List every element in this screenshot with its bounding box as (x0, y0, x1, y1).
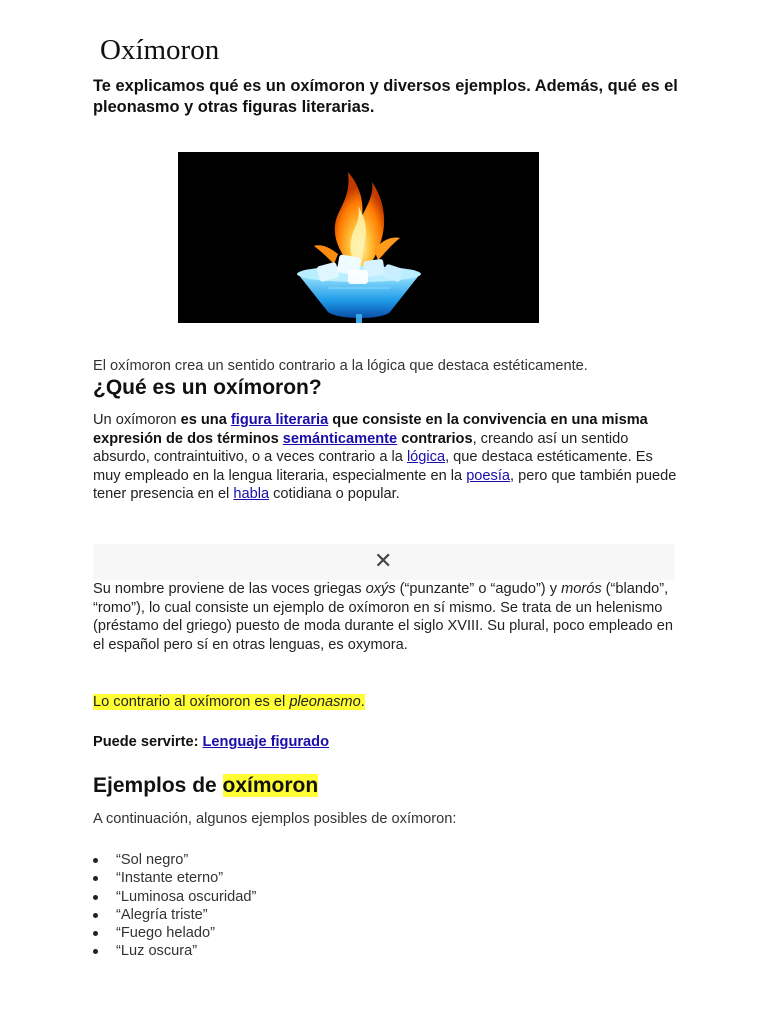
para-text: cotidiana o popular. (269, 486, 400, 502)
examples-intro: A continuación, algunos ejemplos posibles de oxímoron: (93, 811, 457, 827)
link-logica[interactable]: lógica (406, 449, 446, 465)
flaming-ice-cocktail-image (178, 152, 539, 323)
section-heading-ejemplos (93, 774, 318, 798)
link-figura-literaria[interactable]: figura literaria (230, 412, 329, 428)
list-item (93, 906, 256, 924)
note-emphasis: pleonasmo (289, 694, 361, 710)
etymology-paragraph (93, 580, 683, 654)
close-icon[interactable]: ✕ (374, 548, 393, 573)
related-label: Puede servirte: (93, 734, 203, 750)
bullet-icon (93, 858, 98, 863)
bullet-icon (93, 913, 98, 918)
link-semanticamente[interactable]: semánticamente (282, 430, 398, 447)
link-habla[interactable]: habla (233, 486, 270, 502)
para-text: Un oxímoron (93, 412, 181, 428)
list-item-text: “Sol negro” (116, 852, 189, 868)
list-item (93, 888, 256, 906)
para-text: , creando así un sentido absurdo, contraintuitivo, o a veces contrario a la (93, 430, 629, 465)
intro-text: Te explicamos qué es un oxímoron y diversos ejemplos. Además, qué es el pleonasmo y otras figuras literarias. (93, 77, 678, 116)
related-link-line (93, 734, 329, 750)
bullet-icon (93, 931, 98, 936)
ad-placeholder (93, 544, 675, 580)
page-title: Oxímoron (100, 34, 220, 66)
image-caption: El oxímoron crea un sentido contrario a la lógica que destaca estéticamente. (93, 358, 588, 374)
list-item-text: “Luz oscura” (116, 943, 198, 960)
definition-paragraph (93, 411, 683, 504)
para-text: (“blando”, “romo”), lo cual consiste un ejemplo de oxímoron en sí mismo. Se trata de un helenismo (préstamo del griego) puesto de moda durante el siglo XVIII. Su plural, poco empleado en el español pero sí en otras lenguas, es oxymora. (93, 581, 674, 653)
list-item-text: “Fuego helado” (116, 925, 215, 942)
para-text: , pero que también puede tener presencia en el (93, 467, 677, 502)
heading-text: Ejemplos de (93, 774, 223, 797)
list-item (93, 869, 256, 887)
list-item-text: “Instante eterno” (116, 870, 224, 887)
para-bold-text: contrarios (397, 430, 473, 447)
para-bold-text: es una (180, 412, 231, 428)
greek-word-oxys: oxýs (365, 581, 396, 597)
list-item (93, 924, 256, 942)
list-item-text: “Luminosa oscuridad” (116, 888, 257, 905)
note-text: . (360, 694, 365, 710)
bullet-icon (93, 895, 98, 900)
list-item-text: “Alegría triste” (116, 906, 208, 923)
para-bold-text: que consiste en la convivencia en una misma expresión de dos términos (93, 412, 648, 447)
note-text: Lo contrario al oxímoron es el (93, 694, 290, 710)
examples-list (93, 851, 256, 961)
greek-word-moros: morós (561, 581, 602, 597)
para-text: Su nombre proviene de las voces griegas (93, 581, 366, 597)
heading-highlight: oxímoron (222, 774, 319, 797)
link-poesia[interactable]: poesía (466, 467, 511, 484)
bullet-icon (93, 949, 98, 954)
link-lenguaje-figurado[interactable]: Lenguaje figurado (202, 734, 329, 750)
list-item (93, 942, 256, 960)
highlighted-note (93, 694, 365, 710)
para-text: (“punzante” o “agudo”) y (395, 581, 562, 597)
list-item (93, 851, 256, 869)
hero-image (178, 152, 539, 323)
para-text: , que destaca estéticamente. Es muy empleado en la lengua literaria, especialmente en la (93, 449, 653, 484)
section-heading-que-es: ¿Qué es un oxímoron? (93, 376, 322, 399)
bullet-icon (93, 876, 98, 881)
